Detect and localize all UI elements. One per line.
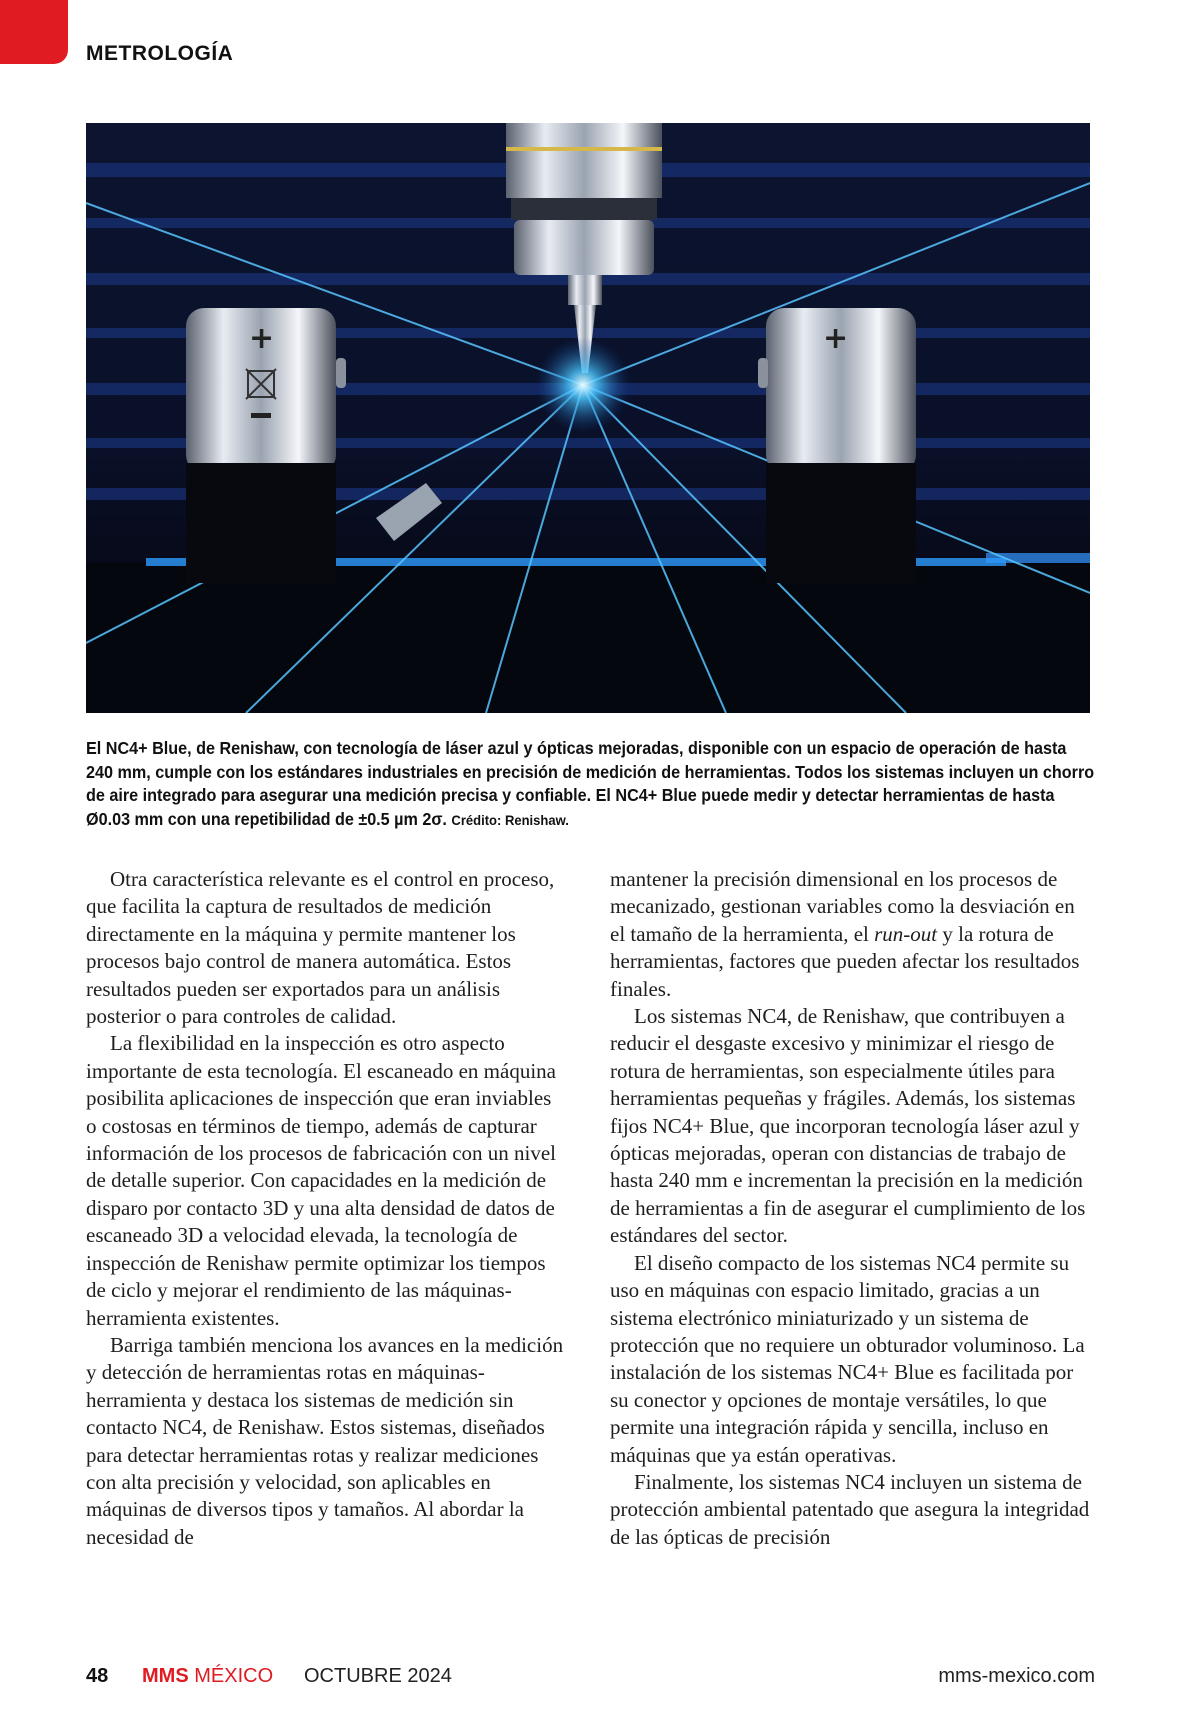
body-column-right — [610, 866, 1090, 1551]
paragraph: Finalmente, los sistemas NC4 incluyen un sistema de protección ambiental patentado que asegura la integridad de las ópticas de precisión — [610, 1469, 1090, 1549]
emphasis-run-out: run-out — [874, 921, 938, 946]
paragraph-text: mantener la precisión dimensional en los procesos de mecanizado, gestionan variables como la desviación en el tamaño de la herramienta, el — [610, 867, 1075, 946]
paragraph: La flexibilidad en la inspección es otro aspecto importante de esta tecnología. El escaneado en máquina posibilita aplicaciones de inspección que eran inviables o costosas en términos de tiempo, además de capturar información de los procesos de fabricación con un nivel de detalle superior. Con capacidades en la medición de disparo por contacto 3D y una alta densidad de datos de escaneado 3D a velocidad elevada, la tecnología de inspección de Renishaw permite optimizar los tiempos de ciclo y mejorar el rendimiento de las máquinas-herramienta existentes. — [86, 1031, 557, 1330]
product-photo — [86, 123, 1090, 713]
section-title: METROLOGÍA — [86, 42, 234, 65]
photo-credit: Crédito: Renishaw. — [451, 811, 569, 828]
paragraph: Otra característica relevante es el control en proceso, que facilita la captura de resultados de medición directamente en la máquina y permite mantener los procesos bajo control de manera automática. Estos resultados pueden ser exportados para un análisis posterior o para controles de calidad. — [86, 867, 555, 1029]
paragraph: Barriga también menciona los avances en la medición y detección de herramientas rotas en máquinas-herramienta y destaca los sistemas de medición sin contacto NC4, de Renishaw. Estos sistemas, diseñados para detectar herramientas rotas y realizar mediciones con alta precisión y velocidad, son aplicables en máquinas de diversos tipos y tamaños. Al abordar la necesidad de — [86, 1332, 564, 1549]
paragraph-continued — [610, 866, 1090, 1003]
paragraph: El diseño compacto de los sistemas NC4 permite su uso en máquinas con espacio limitado, gracias a un sistema electrónico miniaturizado y un sistema de protección que no requiere un obturador voluminoso. La instalación de los sistemas NC4+ Blue es facilitada por su conector y opciones de montaje versátiles, lo que permite una integración rápida y sencilla, incluso en máquinas que ya están operativas. — [610, 1250, 1085, 1467]
brand-bold: MMS — [142, 1665, 189, 1687]
brand-rest: MÉXICO — [188, 1665, 274, 1687]
body-column-left — [86, 866, 566, 1551]
paragraph-text: y la rotura de herramientas, factores que pueden afectar los resultados finales. — [610, 921, 1080, 1001]
svg-text:+: + — [823, 321, 849, 356]
caption-text: El NC4+ Blue, de Renishaw, con tecnología de láser azul y ópticas mejoradas, disponible con un espacio de operación de hasta 240 mm, cumple con los estándares industriales en precisión de medición de herramientas. Todos los sistemas incluyen un chorro de aire integrado para asegurar una medición precisa y confiable. El NC4+ Blue puede medir y detectar herramientas de hasta Ø0.03 mm con una repetibilidad de ±0.5 µm 2σ. — [86, 738, 1095, 829]
paragraph: Los sistemas NC4, de Renishaw, que contribuyen a reducir el desgaste excesivo y minimizar el riesgo de rotura de herramientas, son especialmente útiles para herramientas pequeñas y frágiles. Además, los sistemas fijos NC4+ Blue, que incorporan tecnología láser azul y ópticas mejoradas, operan con distancias de trabajo de hasta 240 mm e incrementan la precisión en la medición de herramientas a fin de asegurar el cumplimiento de los estándares del sector. — [610, 1004, 1086, 1248]
figure-caption — [86, 737, 1096, 832]
svg-text:+: + — [249, 321, 275, 356]
page-footer — [86, 1665, 1095, 1695]
magazine-brand — [142, 1665, 273, 1688]
issue-date: OCTUBRE 2024 — [304, 1665, 452, 1687]
website: mms-mexico.com — [938, 1665, 1095, 1687]
section-color-tab — [0, 0, 68, 64]
page-number: 48 — [86, 1665, 109, 1687]
